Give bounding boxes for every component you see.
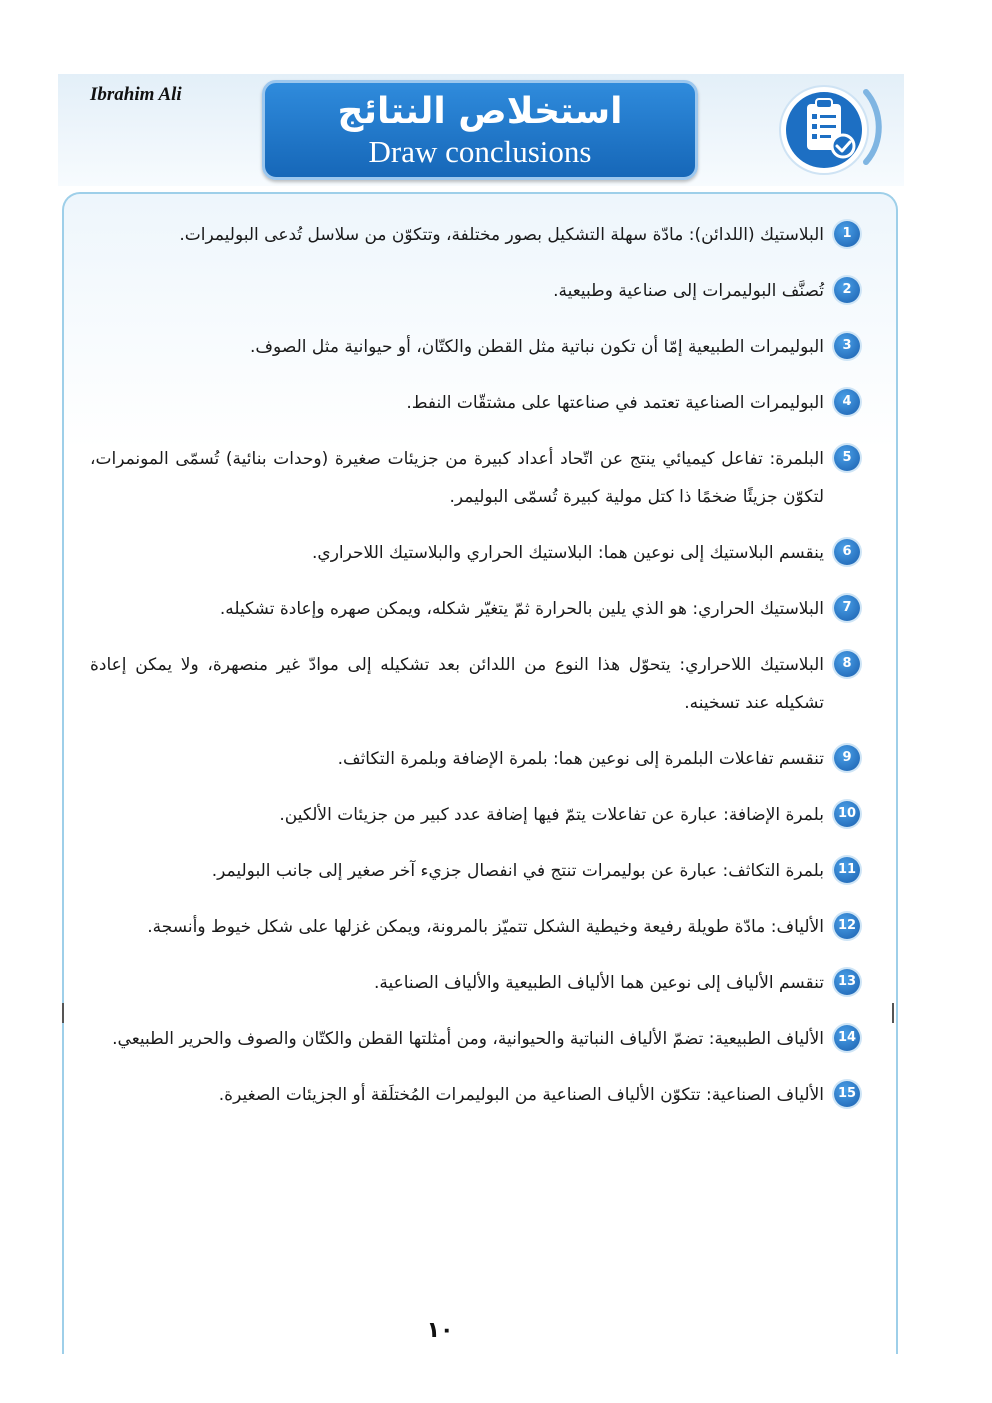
section-title-box [262, 80, 698, 180]
item-text: بلمرة التكاثف: عبارة عن بوليمرات تنتج في انفصال جزيء آخر صغير إلى جانب البوليمر. [211, 861, 824, 881]
list-item [90, 1020, 860, 1058]
item-number-badge: 2 [834, 277, 860, 303]
list-item [90, 440, 860, 516]
list-item [90, 964, 860, 1002]
list-item [90, 646, 860, 722]
list-item [90, 852, 860, 890]
section-title-english: Draw conclusions [368, 134, 592, 169]
item-text: ينقسم البلاستيك إلى نوعين هما: البلاستيك الحراري والبلاستيك اللاحراري. [312, 543, 824, 563]
item-text: بلمرة الإضافة: عبارة عن تفاعلات يتمّ فيها إضافة عدد كبير من جزيئات الألكين. [279, 805, 824, 825]
item-text: البلمرة: تفاعل كيميائي ينتج عن اتّحاد أعداد كبيرة من جزيئات صغيرة (وحدات بنائية) تُسمّى المونمرات، لتكوّن جزيئًا ضخمًا ذا كتل مولية كبيرة تُسمّى البوليمر. [90, 449, 824, 507]
item-number-badge: 14 [834, 1025, 860, 1051]
conclusions-list [90, 216, 860, 1132]
item-number-badge: 5 [834, 445, 860, 471]
section-title-arabic: استخلاص النتائج [337, 91, 623, 132]
item-text: البلاستيك اللاحراري: يتحوّل هذا النوع من اللدائن بعد تشكيله إلى موادّ غير منصهرة، ولا يمكن إعادة تشكيله عند تسخينه. [90, 655, 824, 713]
list-item [90, 740, 860, 778]
item-number-badge: 13 [834, 969, 860, 995]
left-edge-rule [62, 1003, 64, 1023]
list-item [90, 796, 860, 834]
item-number-badge: 10 [834, 801, 860, 827]
list-item [90, 328, 860, 366]
list-item [90, 384, 860, 422]
item-number-badge: 7 [834, 595, 860, 621]
list-item [90, 908, 860, 946]
item-text: البوليمرات الطبيعية إمّا أن تكون نباتية مثل القطن والكتّان، أو حيوانية مثل الصوف. [250, 337, 824, 357]
item-text: تنقسم تفاعلات البلمرة إلى نوعين هما: بلمرة الإضافة وبلمرة التكاثف. [337, 749, 824, 769]
item-number-badge: 15 [834, 1081, 860, 1107]
list-item [90, 216, 860, 254]
item-number-badge: 12 [834, 913, 860, 939]
item-number-badge: 4 [834, 389, 860, 415]
list-item [90, 272, 860, 310]
item-text: تُصنَّف البوليمرات إلى صناعية وطبيعية. [553, 281, 824, 301]
item-text: البوليمرات الصناعية تعتمد في صناعتها على مشتقّات النفط. [406, 393, 824, 413]
item-number-badge: 1 [834, 221, 860, 247]
list-item [90, 534, 860, 572]
item-number-badge: 9 [834, 745, 860, 771]
item-number-badge: 8 [834, 651, 860, 677]
clipboard-checklist-icon [762, 80, 884, 180]
item-text: تنقسم الألياف إلى نوعين هما الألياف الطبيعية والألياف الصناعية. [373, 973, 824, 993]
item-text: البلاستيك الحراري: هو الذي يلين بالحرارة ثمّ يتغيّر شكله، ويمكن صهره وإعادة تشكيله. [219, 599, 824, 619]
list-item [90, 1076, 860, 1114]
item-text: البلاستيك (اللدائن): مادّة سهلة التشكيل بصور مختلفة، وتتكوّن من سلاسل تُدعى البوليمرات. [179, 225, 824, 245]
item-number-badge: 6 [834, 539, 860, 565]
item-text: الألياف الصناعية: تتكوّن الألياف الصناعية من البوليمرات المُختلَقة أو الجزيئات الصغيرة. [218, 1085, 824, 1105]
item-text: الألياف الطبيعية: تضمّ الألياف النباتية والحيوانية، ومن أمثلتها القطن والكتّان والصوف والحرير الطبيعي. [112, 1029, 824, 1049]
item-text: الألياف: مادّة طويلة رفيعة وخيطية الشكل تتميّز بالمرونة، ويمكن غزلها على شكل خيوط وأنسجة. [147, 917, 824, 937]
item-number-badge: 11 [834, 857, 860, 883]
list-item [90, 590, 860, 628]
page-number: ١٠ [426, 1318, 454, 1343]
author-name: Ibrahim Ali [90, 84, 182, 105]
right-edge-rule [892, 1003, 894, 1023]
item-number-badge: 3 [834, 333, 860, 359]
